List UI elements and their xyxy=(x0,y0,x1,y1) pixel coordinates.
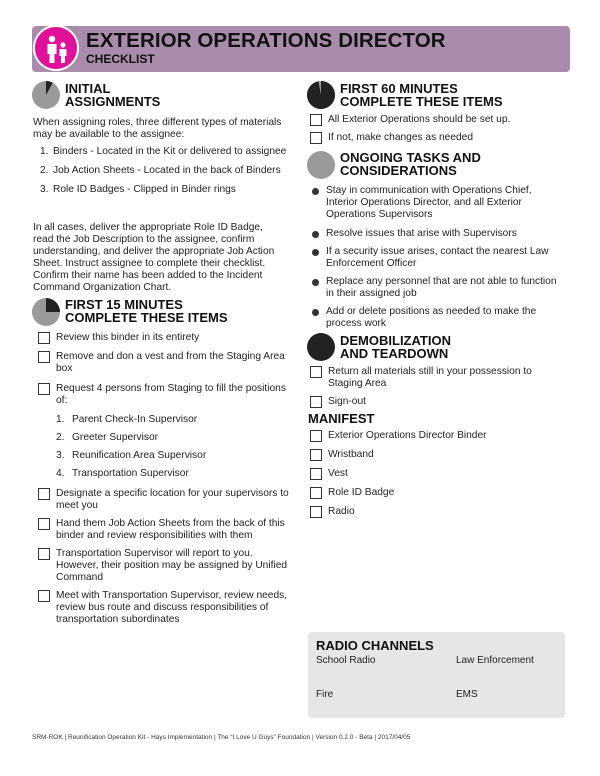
checklist-item: Vest xyxy=(310,468,565,480)
position-item: 4. Transportation Supervisor xyxy=(56,468,189,479)
position-item: 2. Greeter Supervisor xyxy=(56,432,159,443)
checklist-item: Review this binder in its entirety xyxy=(38,332,290,344)
checkbox[interactable] xyxy=(310,430,322,442)
list-item: 3. Role ID Badges - Clipped in Binder rings xyxy=(40,184,236,195)
checkbox[interactable] xyxy=(310,449,322,461)
section-first-60-minutes xyxy=(306,80,503,110)
radio-fire-label: Fire xyxy=(316,689,334,700)
checkbox[interactable] xyxy=(38,351,50,363)
section-initial-assignments xyxy=(31,80,160,110)
checklist-item: If not, make changes as needed xyxy=(310,132,565,144)
checkbox[interactable] xyxy=(310,468,322,480)
bullet-item: Add or delete positions as needed to make the process work xyxy=(312,306,562,330)
checkbox[interactable] xyxy=(38,518,50,530)
bullet-icon xyxy=(312,279,319,286)
checklist-item: Request 4 persons from Staging to fill the positions of: xyxy=(38,383,290,407)
section-first-15-minutes xyxy=(31,297,228,327)
bullet-item: If a security issue arises, contact the nearest Law Enforcement Officer xyxy=(312,246,562,270)
list-item: 2. Job Action Sheets - Located in the back of Binders xyxy=(40,165,281,176)
bullet-icon xyxy=(312,249,319,256)
radio-ems-label: EMS xyxy=(456,689,478,700)
progress-pie-icon xyxy=(31,297,61,327)
section-title-line2: COMPLETE THESE ITEMS xyxy=(340,94,503,109)
section-title-line2: COMPLETE THESE ITEMS xyxy=(65,310,228,325)
bullet-icon xyxy=(312,188,319,195)
checkbox[interactable] xyxy=(310,366,322,378)
checklist-item: Designate a specific location for your supervisors to meet you xyxy=(38,488,290,512)
initial-closing: In all cases, deliver the appropriate Role ID Badge, read the Job Description to the assignee, confirm understanding, and deliver the appropriate Job Action Sheet. Instruct assignee to complete their checklist. Confirm their name has been added to the Incident Command Organization Chart. xyxy=(33,222,275,293)
checklist-item: Hand them Job Action Sheets from the back of this binder and review responsibilities with them xyxy=(38,518,290,542)
family-logo-icon xyxy=(33,25,79,71)
checkbox[interactable] xyxy=(38,332,50,344)
radio-channels-title: RADIO CHANNELS xyxy=(316,638,434,653)
checklist-item: Sign-out xyxy=(310,396,565,408)
progress-pie-icon xyxy=(306,80,336,110)
section-title-line1: ONGOING TASKS AND xyxy=(340,150,481,165)
bullet-icon xyxy=(312,309,319,316)
checklist-item: Meet with Transportation Supervisor, review needs, review bus route and discuss responsibilities of transportation subordinates xyxy=(38,590,290,626)
bullet-item: Resolve issues that arise with Supervisors xyxy=(312,228,562,240)
radio-law-label: Law Enforcement xyxy=(456,655,534,666)
section-title-line2: AND TEARDOWN xyxy=(340,346,449,361)
manifest-title: MANIFEST xyxy=(308,411,375,426)
section-title-line1: FIRST 15 MINUTES xyxy=(65,297,183,312)
checkbox[interactable] xyxy=(310,506,322,518)
checklist-item: Transportation Supervisor will report to you. However, their position may be assigned by Unified Command xyxy=(38,548,290,584)
radio-school-label: School Radio xyxy=(316,655,376,666)
position-item: 1. Parent Check-In Supervisor xyxy=(56,414,198,425)
initial-material-list xyxy=(40,146,288,203)
first15-checklist xyxy=(38,332,290,626)
checklist-item: Wristband xyxy=(310,449,565,461)
checklist-item: Role ID Badge xyxy=(310,487,565,499)
position-item: 3. Reunification Area Supervisor xyxy=(56,450,207,461)
initial-intro: When assigning roles, three different types of materials may be available to the assignee: xyxy=(33,117,282,140)
page-subtitle: CHECKLIST xyxy=(86,52,155,66)
section-title-line1: DEMOBILIZATION xyxy=(340,333,451,348)
section-title-line2: CONSIDERATIONS xyxy=(340,163,457,178)
checkbox[interactable] xyxy=(310,132,322,144)
first60-checklist xyxy=(310,114,565,144)
checklist-item: All Exterior Operations should be set up. xyxy=(310,114,565,126)
checkbox[interactable] xyxy=(310,487,322,499)
checkbox[interactable] xyxy=(310,396,322,408)
checkbox[interactable] xyxy=(38,383,50,395)
manifest-checklist xyxy=(310,430,565,518)
ongoing-bullets xyxy=(312,185,562,330)
section-title-line1: FIRST 60 MINUTES xyxy=(340,81,458,96)
section-title-line2: ASSIGNMENTS xyxy=(65,94,161,109)
page-title: EXTERIOR OPERATIONS DIRECTOR xyxy=(86,29,446,52)
page-footer: SRM-ROK | Reunification Operation Kit - Hays Implementation | The “I Love U Guys” Foundation | Version 0.2.0 - Beta | 2017/04/05 xyxy=(32,734,411,741)
section-demobilization xyxy=(306,332,451,362)
list-item: 1. Binders - Located in the Kit or delivered to assignee xyxy=(40,146,287,157)
bullet-item: Replace any personnel that are not able to function in their assigned job xyxy=(312,276,562,300)
checklist-item: Exterior Operations Director Binder xyxy=(310,430,565,442)
checkbox[interactable] xyxy=(38,488,50,500)
checkbox[interactable] xyxy=(310,114,322,126)
checkbox[interactable] xyxy=(38,590,50,602)
radio-channels-panel xyxy=(308,632,565,718)
demob-checklist xyxy=(310,366,565,408)
bullet-item: Stay in communication with Operations Chief, Interior Operations Director, and all Exterior Operations Supervisors xyxy=(312,185,562,221)
progress-pie-icon xyxy=(31,80,61,110)
checklist-item: Return all materials still in your possession to Staging Area xyxy=(310,366,565,390)
bullet-icon xyxy=(312,231,319,238)
section-ongoing-tasks xyxy=(306,150,481,180)
checklist-item: Radio xyxy=(310,506,565,518)
progress-pie-icon xyxy=(306,150,336,180)
checklist-item: Remove and don a vest and from the Staging Area box xyxy=(38,351,290,375)
progress-pie-icon xyxy=(306,332,336,362)
checkbox[interactable] xyxy=(38,548,50,560)
section-title-line1: INITIAL xyxy=(65,81,111,96)
